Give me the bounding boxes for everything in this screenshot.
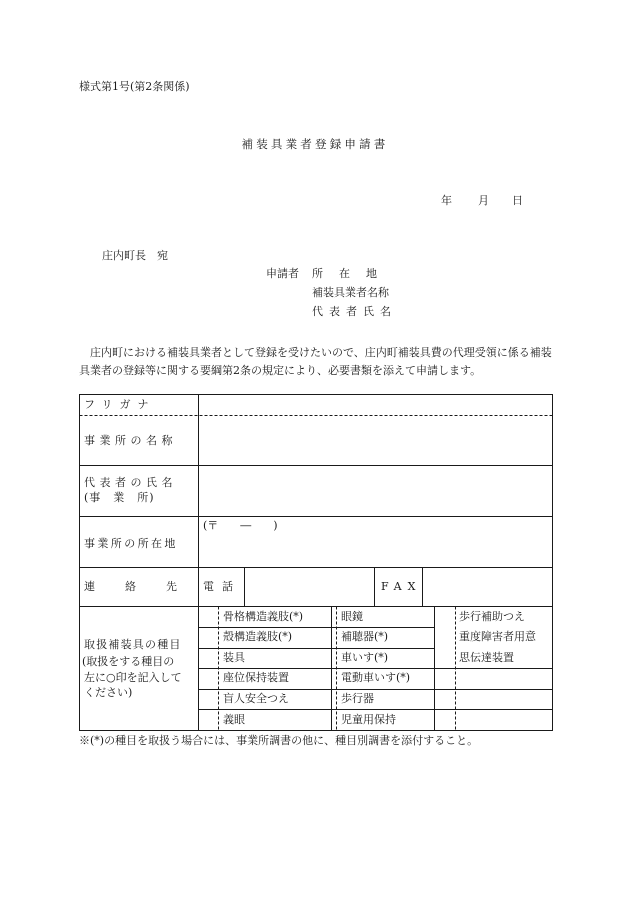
equipment-category-label-3: 左に○印を記入して — [84, 671, 182, 684]
equipment-item: 重度障害者用意 — [459, 630, 536, 643]
equipment-item: 義眼 — [223, 713, 245, 726]
footnote: ※(*)の種目を取扱う場合には、事業所調書の他に、種目別調書を添付すること。 — [79, 734, 479, 747]
applicant-label: 申請者 — [266, 267, 299, 280]
phone-label: 電話 — [203, 580, 241, 593]
office-location-label: 事業所の所在地 — [84, 537, 178, 550]
office-name-label: 事業所の名称 — [84, 434, 177, 447]
equipment-item: 座位保持装置 — [223, 671, 289, 684]
furigana-label: フリガナ — [84, 398, 156, 411]
equipment-item: 思伝達装置 — [459, 651, 514, 664]
equipment-item: 車いす(*) — [341, 651, 389, 664]
office-location-input[interactable] — [202, 535, 550, 565]
equipment-item: 歩行補助つえ — [459, 610, 525, 623]
equipment-item: 盲人安全つえ — [223, 692, 289, 705]
furigana-input[interactable] — [202, 398, 550, 413]
addressee: 庄内町長 宛 — [102, 249, 168, 262]
date-year-label: 年 — [441, 194, 452, 207]
equipment-category-label-4: ください) — [84, 686, 133, 699]
equipment-item: 眼鏡 — [341, 610, 363, 623]
date-month-label: 月 — [478, 194, 489, 207]
representative-name-input[interactable] — [202, 469, 550, 513]
equipment-item: 歩行器 — [341, 692, 374, 705]
equipment-item: 電動車いす(*) — [341, 671, 411, 684]
equipment-item: 補聴器(*) — [341, 630, 389, 643]
equipment-mark-column-1[interactable] — [199, 607, 218, 730]
applicant-address-label: 所在地 — [312, 267, 393, 280]
application-statement: 庄内町における補装具業者として登録を受けたいので、庄内町補装具費の代理受領に係る補装具業者の登録等に関する要綱第2条の規定により、必要書類を添えて申請します。 — [79, 346, 552, 377]
equipment-item: 殻構造義肢(*) — [223, 630, 293, 643]
fax-input[interactable] — [425, 571, 550, 603]
applicant-representative-label: 代表者氏名 — [312, 305, 397, 318]
date-day-label: 日 — [512, 194, 523, 207]
equipment-category-label-1: 取扱補装具の種目 — [84, 638, 182, 651]
equipment-item: 装具 — [223, 651, 245, 664]
office-name-input[interactable] — [202, 419, 550, 463]
equipment-mark-column-2[interactable] — [332, 607, 336, 730]
form-number: 様式第1号(第2条関係) — [79, 80, 190, 93]
equipment-item: 児童用保持 — [341, 713, 396, 726]
representative-office-label: (事 業 所) — [84, 491, 155, 504]
contact-label: 連絡先 — [84, 580, 207, 593]
equipment-mark-column-3[interactable] — [435, 607, 455, 730]
postal-code-field[interactable]: (〒 ― ) — [203, 519, 278, 532]
representative-name-label: 代表者の氏名 — [84, 476, 177, 489]
phone-input[interactable] — [247, 571, 372, 603]
document-title: 補装具業者登録申請書 — [241, 137, 389, 151]
equipment-category-label-2: (取扱をする種目の — [82, 655, 175, 668]
fax-label: FAX — [381, 580, 422, 593]
applicant-business-name-label: 補装具業者名称 — [312, 286, 389, 299]
equipment-item: 骨格構造義肢(*) — [223, 610, 304, 623]
